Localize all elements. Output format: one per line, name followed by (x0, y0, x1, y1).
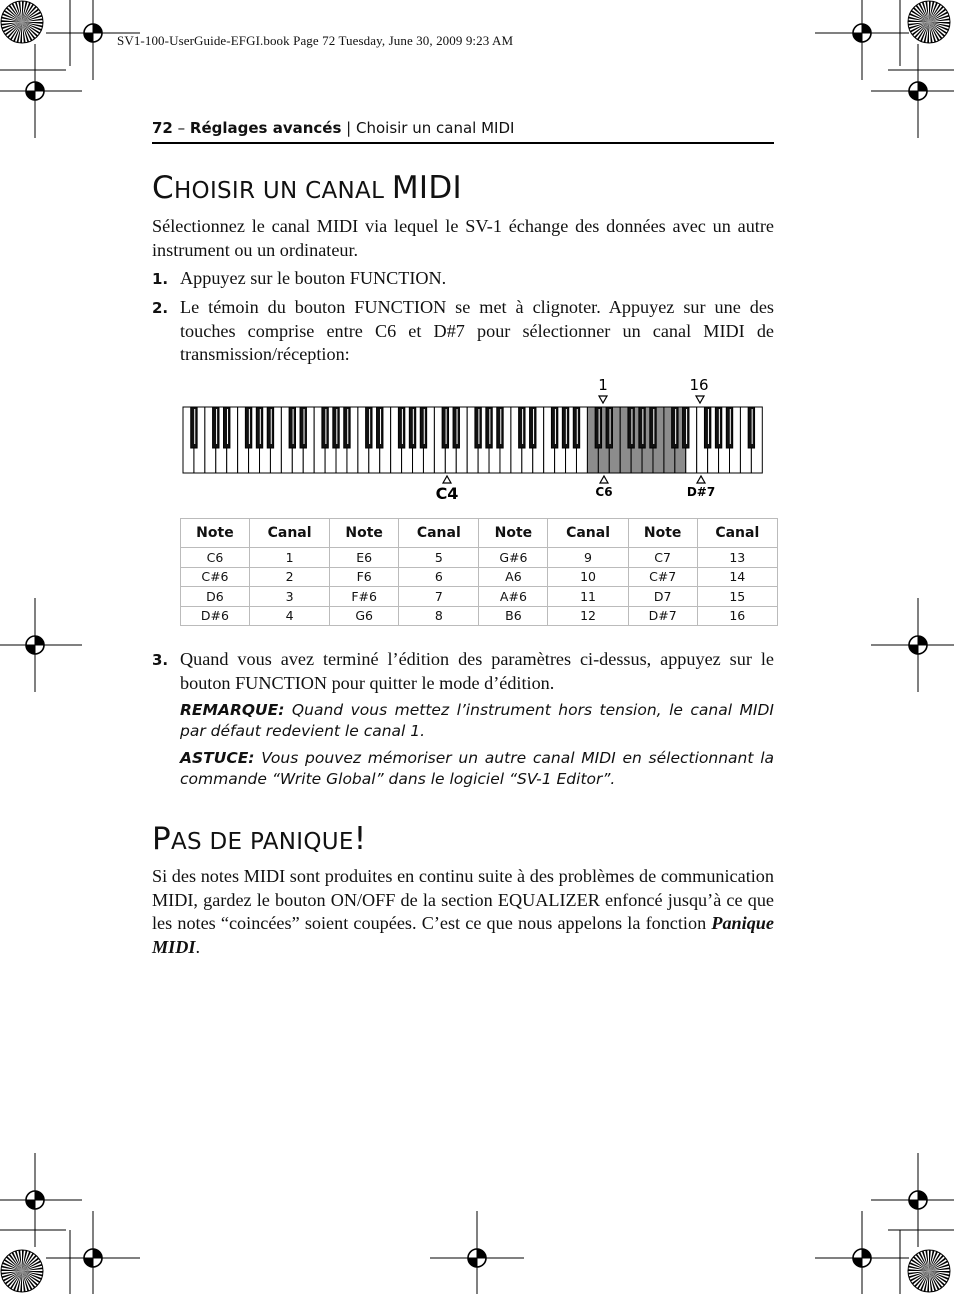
black-key (366, 407, 372, 448)
table-cell: 4 (249, 606, 329, 626)
c4-label: C4 (435, 484, 459, 503)
table-cell: 6 (399, 567, 479, 587)
black-key (551, 407, 557, 448)
table-cell: 12 (548, 606, 628, 626)
table-cell: 7 (399, 587, 479, 607)
black-key (256, 407, 262, 448)
black-key (245, 407, 251, 448)
remarque-note: REMARQUE: Quand vous mettez l’instrument hors tension, le canal MIDI par défaut redevient le canal 1. (180, 701, 774, 740)
table-header: Note (628, 519, 697, 548)
black-key (497, 407, 503, 448)
midi-channel-table (180, 518, 778, 626)
table-row (181, 587, 778, 607)
black-key (704, 407, 710, 448)
table-cell: C6 (181, 548, 250, 568)
black-key (409, 407, 415, 448)
table-header: Canal (399, 519, 479, 548)
black-key (398, 407, 404, 448)
step-3-number: 3. (152, 651, 169, 669)
black-key (267, 407, 273, 448)
black-key (562, 407, 568, 448)
table-cell: D7 (628, 587, 697, 607)
black-key (344, 407, 350, 448)
table-header: Canal (697, 519, 777, 548)
black-key (595, 407, 601, 448)
registration-star-mark (908, 1250, 950, 1292)
black-key (606, 407, 612, 448)
table-cell: A6 (479, 567, 548, 587)
table-cell: 16 (697, 606, 777, 626)
table-cell: 15 (697, 587, 777, 607)
table-row (181, 548, 778, 568)
black-key (486, 407, 492, 448)
table-cell: 13 (697, 548, 777, 568)
table-header: Note (330, 519, 399, 548)
registration-star-mark (908, 1, 950, 43)
table-header: Note (181, 519, 250, 548)
intro-paragraph: Sélectionnez le canal MIDI via lequel le SV-1 échange des données avec un autre instrument ou un ordinateur. (152, 216, 774, 260)
section-title-choisir: CHOISIR UN CANAL MIDI (152, 170, 462, 206)
table-cell: D#6 (181, 606, 250, 626)
channel-1-label: 1 (598, 376, 608, 394)
table-row (181, 567, 778, 587)
table-cell: 3 (249, 587, 329, 607)
table-cell: E6 (330, 548, 399, 568)
header-section: Réglages avancés (189, 119, 342, 137)
header-rule (152, 142, 774, 144)
table-cell: C7 (628, 548, 697, 568)
black-key (726, 407, 732, 448)
black-key (475, 407, 481, 448)
step-1-number: 1. (152, 270, 169, 288)
table-cell: D#7 (628, 606, 697, 626)
table-cell: 9 (548, 548, 628, 568)
table-cell: 10 (548, 567, 628, 587)
black-key (442, 407, 448, 448)
table-row (181, 606, 778, 626)
black-key (224, 407, 230, 448)
table-cell: 2 (249, 567, 329, 587)
registration-star-mark (1, 1250, 43, 1292)
table-header: Canal (548, 519, 628, 548)
astuce-tip: ASTUCE: Vous pouvez mémoriser un autre canal MIDI en sélectionnant la commande “Write Global” dans le logiciel “SV-1 Editor”. (180, 749, 774, 788)
panique-paragraph: Si des notes MIDI sont produites en continu suite à des problèmes de communication MIDI, gardez le bouton ON/OFF de la section EQUALIZER enfoncé jusqu’à ce que les notes “coincées” soient coupées. C’est ce que nous appelons la fonction Panique MIDI. (152, 866, 774, 957)
table-cell: 5 (399, 548, 479, 568)
remarque-label: REMARQUE: (180, 701, 285, 719)
black-key (453, 407, 459, 448)
table-cell: C#6 (181, 567, 250, 587)
table-cell: G6 (330, 606, 399, 626)
black-key (683, 407, 689, 448)
channel-16-marker (696, 396, 704, 403)
registration-star-mark (1, 1, 43, 43)
black-key (650, 407, 656, 448)
table-header-row (181, 519, 778, 548)
black-key (519, 407, 525, 448)
black-key (322, 407, 328, 448)
d7-label: D#7 (686, 485, 716, 499)
step-3-text: Quand vous avez terminé l’édition des paramètres ci-dessus, appuyez sur le bouton FUNCTION pour quitter le mode d’édition. (180, 649, 774, 693)
black-key (213, 407, 219, 448)
channel-16-label: 16 (689, 376, 709, 394)
d7-marker (697, 476, 705, 483)
section-title-panique: PAS DE PANIQUE! (152, 821, 367, 857)
step-2-text: Le témoin du bouton FUNCTION se met à clignoter. Appuyez sur une des touches comprise entre C6 et D#7 pour sélectionner un canal MIDI de transmission/réception: (180, 297, 774, 364)
black-key (573, 407, 579, 448)
black-key (289, 407, 295, 448)
black-key (377, 407, 383, 448)
table-cell: B6 (479, 606, 548, 626)
black-key (420, 407, 426, 448)
black-key (530, 407, 536, 448)
header-subsection: Choisir un canal MIDI (356, 119, 515, 137)
table-cell: F6 (330, 567, 399, 587)
table-cell: F#6 (330, 587, 399, 607)
black-key (715, 407, 721, 448)
panique-midi-term: Panique MIDI (152, 913, 774, 957)
black-key (672, 407, 678, 448)
step-2-number: 2. (152, 299, 169, 317)
table-cell: D6 (181, 587, 250, 607)
black-key (748, 407, 754, 448)
black-key (333, 407, 339, 448)
page-number: 72 (152, 119, 173, 137)
black-key (639, 407, 645, 448)
astuce-label: ASTUCE: (180, 749, 255, 767)
table-cell: 1 (249, 548, 329, 568)
keyboard-diagram (175, 372, 775, 507)
table-cell: A#6 (479, 587, 548, 607)
c6-label: C6 (595, 485, 613, 499)
table-cell: G#6 (479, 548, 548, 568)
channel-1-marker (599, 396, 607, 403)
c6-marker (600, 476, 608, 483)
step-1-text: Appuyez sur le bouton FUNCTION. (180, 268, 447, 288)
c4-marker (443, 476, 451, 483)
table-cell: 8 (399, 606, 479, 626)
book-info-line: SV1-100-UserGuide-EFGI.book Page 72 Tuesday, June 30, 2009 9:23 AM (117, 33, 514, 48)
table-cell: C#7 (628, 567, 697, 587)
table-header: Canal (249, 519, 329, 548)
table-cell: 11 (548, 587, 628, 607)
black-key (300, 407, 306, 448)
black-key (191, 407, 197, 448)
black-key (628, 407, 634, 448)
running-header: 72 – Réglages avancés | Choisir un canal MIDI (152, 119, 515, 137)
table-header: Note (479, 519, 548, 548)
table-cell: 14 (697, 567, 777, 587)
